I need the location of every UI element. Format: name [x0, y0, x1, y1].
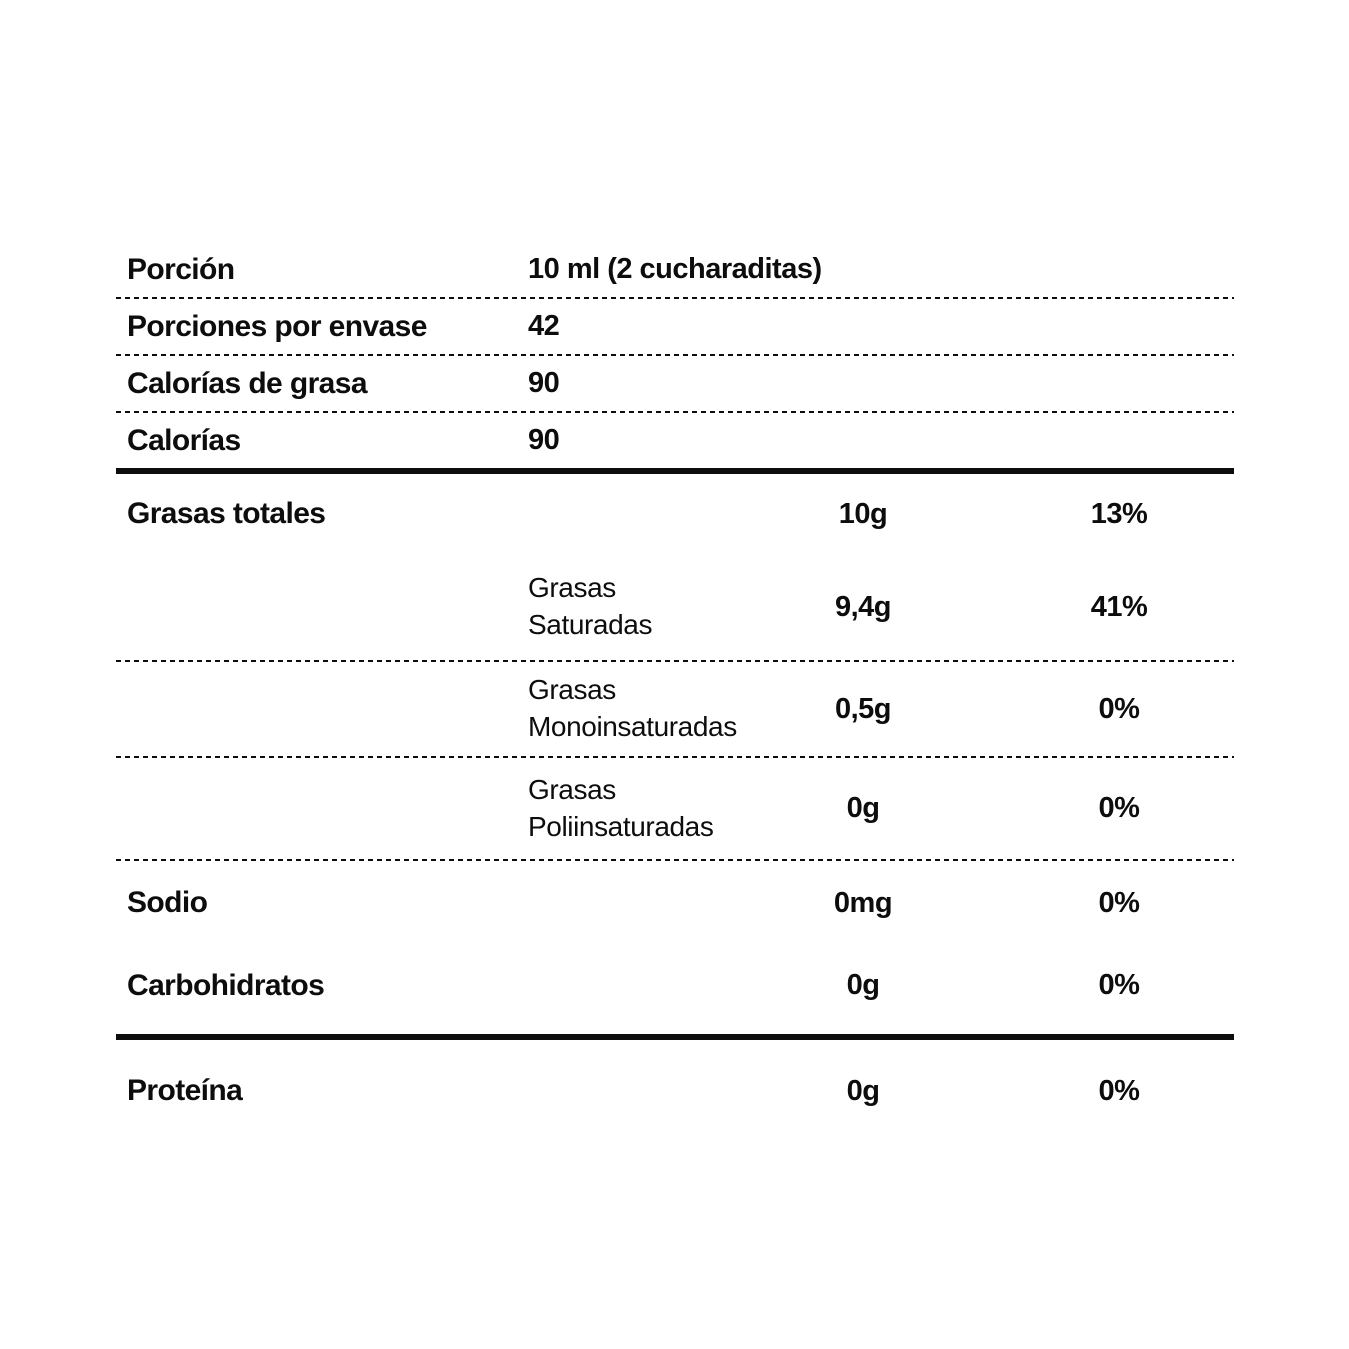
table-row-calorias-de-grasa: [116, 356, 1234, 411]
row-amount: 0g: [846, 792, 880, 824]
row-amount: 0,5g: [834, 692, 892, 725]
row-amount: 9,4g: [834, 590, 892, 623]
row-label: Porciones por envase: [127, 309, 427, 343]
table-row-proteina: [116, 1040, 1234, 1142]
row-amount: 0g: [846, 1074, 880, 1107]
row-value: 10 ml (2 cucharaditas): [528, 253, 822, 285]
table-row-grasas-poliinsaturadas: [116, 758, 1234, 859]
row-value: 90: [528, 424, 560, 456]
row-sublabel: Grasas Poliinsaturadas: [528, 773, 714, 842]
row-daily-value: 0%: [1098, 792, 1140, 824]
row-label: Carbohidratos: [127, 968, 325, 1002]
row-label: Grasas totales: [127, 497, 326, 530]
row-daily-value: 0%: [1098, 886, 1140, 919]
row-daily-value: 0%: [1098, 1074, 1140, 1107]
table-row-grasas-saturadas: [116, 554, 1234, 660]
row-daily-value: 0%: [1098, 692, 1140, 725]
row-label: Calorías de grasa: [127, 366, 367, 400]
row-daily-value: 0%: [1098, 969, 1140, 1001]
nutrition-facts-table: [116, 242, 1234, 1142]
row-value: 90: [528, 367, 560, 399]
row-daily-value: 13%: [1090, 497, 1148, 530]
table-row-porciones-por-envase: [116, 299, 1234, 354]
table-row-grasas-monoinsaturadas: [116, 662, 1234, 756]
row-label: Porción: [127, 252, 235, 286]
row-amount: 10g: [838, 497, 888, 530]
row-sublabel: Grasas Monoinsaturadas: [528, 674, 737, 742]
table-row-grasas-totales: [116, 474, 1234, 554]
row-label: Calorías: [127, 423, 241, 457]
table-row-calorias: [116, 413, 1234, 468]
table-row-porcion: [116, 242, 1234, 297]
table-row-sodio: [116, 861, 1234, 945]
row-daily-value: 41%: [1090, 590, 1148, 623]
row-amount: 0g: [846, 969, 880, 1001]
table-row-carbohidratos: [116, 945, 1234, 1034]
row-label: Sodio: [127, 886, 208, 919]
row-sublabel: Grasas Saturadas: [528, 572, 653, 640]
row-amount: 0mg: [833, 886, 893, 919]
row-value: 42: [528, 310, 560, 342]
row-label: Proteína: [127, 1074, 243, 1107]
